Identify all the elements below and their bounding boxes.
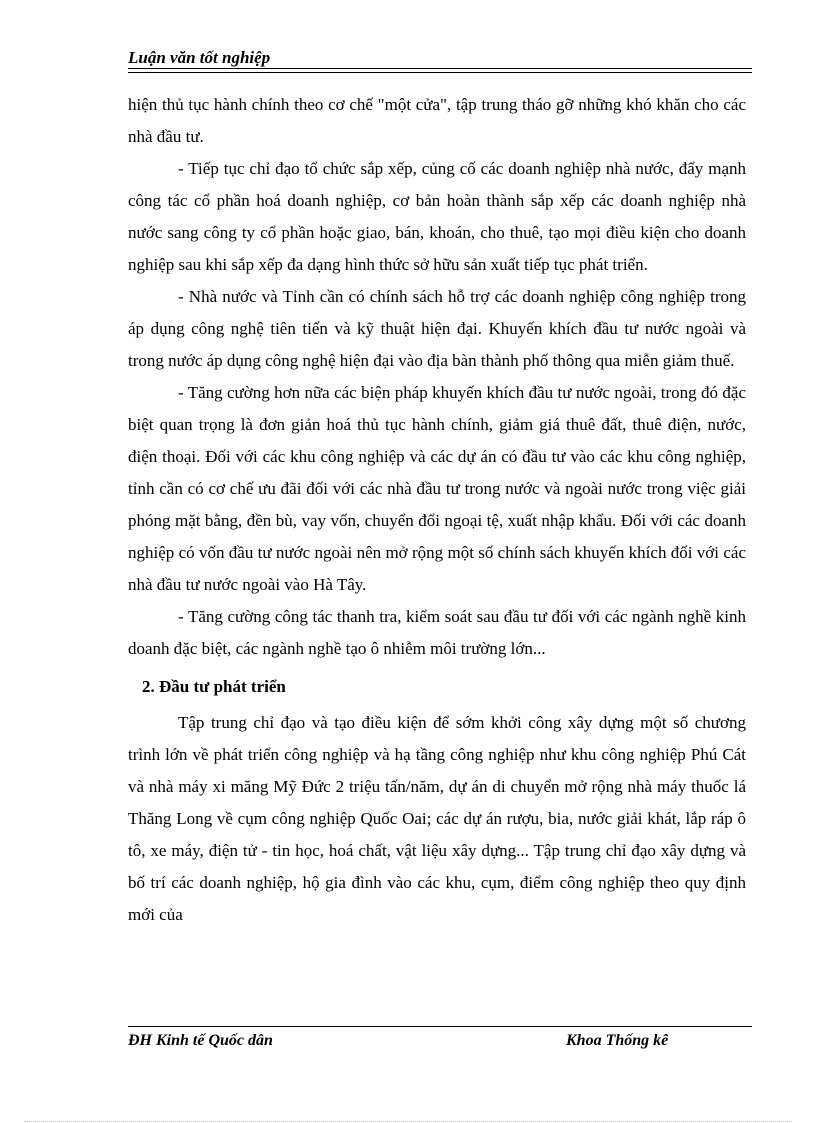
paragraph-continuation: hiện thủ tục hành chính theo cơ chế "một cửa", tập trung tháo gỡ những khó khăn cho các nhà đầu tư. — [128, 95, 746, 146]
footer-university: ĐH Kinh tế Quốc dân — [128, 1032, 273, 1049]
paragraph-investment-development: Tập trung chỉ đạo và tạo điều kiện để sớm khởi công xây dựng một số chương trình lớn về phát triển công nghiệp và hạ tầng công nghiệp như khu công nghiệp Phú Cát và nhà máy xi măng Mỹ Đức 2 triệu tấn/năm, dự án di chuyển mở rộng nhà máy thuốc lá Thăng Long về cụm công nghiệp Quốc Oai; các dự án rượu, bia, nước giải khát, lắp ráp ô tô, xe máy, điện tử - tin học, hoá chất, vật liệu xây dựng... Tập trung chỉ đạo xây dựng và bố trí các doanh nghiệp, hộ gia đình vào các khu, cụm, điểm công nghiệp theo quy định mới của — [128, 713, 746, 924]
paragraph-inspection: - Tăng cường công tác thanh tra, kiểm soát sau đầu tư đối với các ngành nghề kinh doanh đặc biệt, các ngành nghề tạo ô nhiễm môi trường lớn... — [128, 607, 746, 658]
footer-faculty: Khoa Thống kê — [566, 1032, 669, 1049]
footer-rule — [128, 1026, 752, 1027]
paragraph-enterprise-restructuring: - Tiếp tục chỉ đạo tổ chức sắp xếp, củng cố các doanh nghiệp nhà nước, đẩy mạnh công tác cổ phần hoá doanh nghiệp, cơ bản hoàn thành sắp xếp các doanh nghiệp nhà nước sang công ty cổ phần hoặc giao, bán, khoán, cho thuê, tạo mọi điều kiện cho doanh nghiệp sau khi sắp xếp đa dạng hình thức sở hữu sản xuất tiếp tục phát triển. — [128, 159, 746, 274]
section-heading: 2. Đầu tư phát triển — [142, 677, 286, 696]
header-rule-top — [128, 68, 752, 69]
document-header-title: Luận văn tốt nghiệp — [128, 48, 271, 67]
header-rule-bottom — [128, 72, 752, 73]
paragraph-technology-support: - Nhà nước và Tỉnh cần có chính sách hỗ trợ các doanh nghiệp công nghiệp trong áp dụng công nghệ tiên tiến và kỹ thuật hiện đại. Khuyến khích đầu tư nước ngoài và trong nước áp dụng công nghệ hiện đại vào địa bàn thành phố thông qua miễn giảm thuế. — [128, 287, 746, 370]
document-body — [128, 89, 746, 931]
page-edge-divider — [24, 1121, 792, 1122]
paragraph-foreign-investment: - Tăng cường hơn nữa các biện pháp khuyến khích đầu tư nước ngoài, trong đó đặc biệt quan trọng là đơn giản hoá thủ tục hành chính, giảm giá thuê đất, thuê điện, nước, điện thoại. Đối với các khu công nghiệp và các dự án có đầu tư vào các khu công nghiệp, tỉnh cần có cơ chế ưu đãi đối với các nhà đầu tư trong nước và ngoài nước trong việc giải phóng mặt bằng, đền bù, vay vốn, chuyển đổi ngoại tệ, xuất nhập khẩu. Đối với các doanh nghiệp có vốn đầu tư nước ngoài nên mở rộng một số chính sách khuyến khích đối với các nhà đầu tư nước ngoài vào Hà Tây. — [128, 383, 746, 594]
